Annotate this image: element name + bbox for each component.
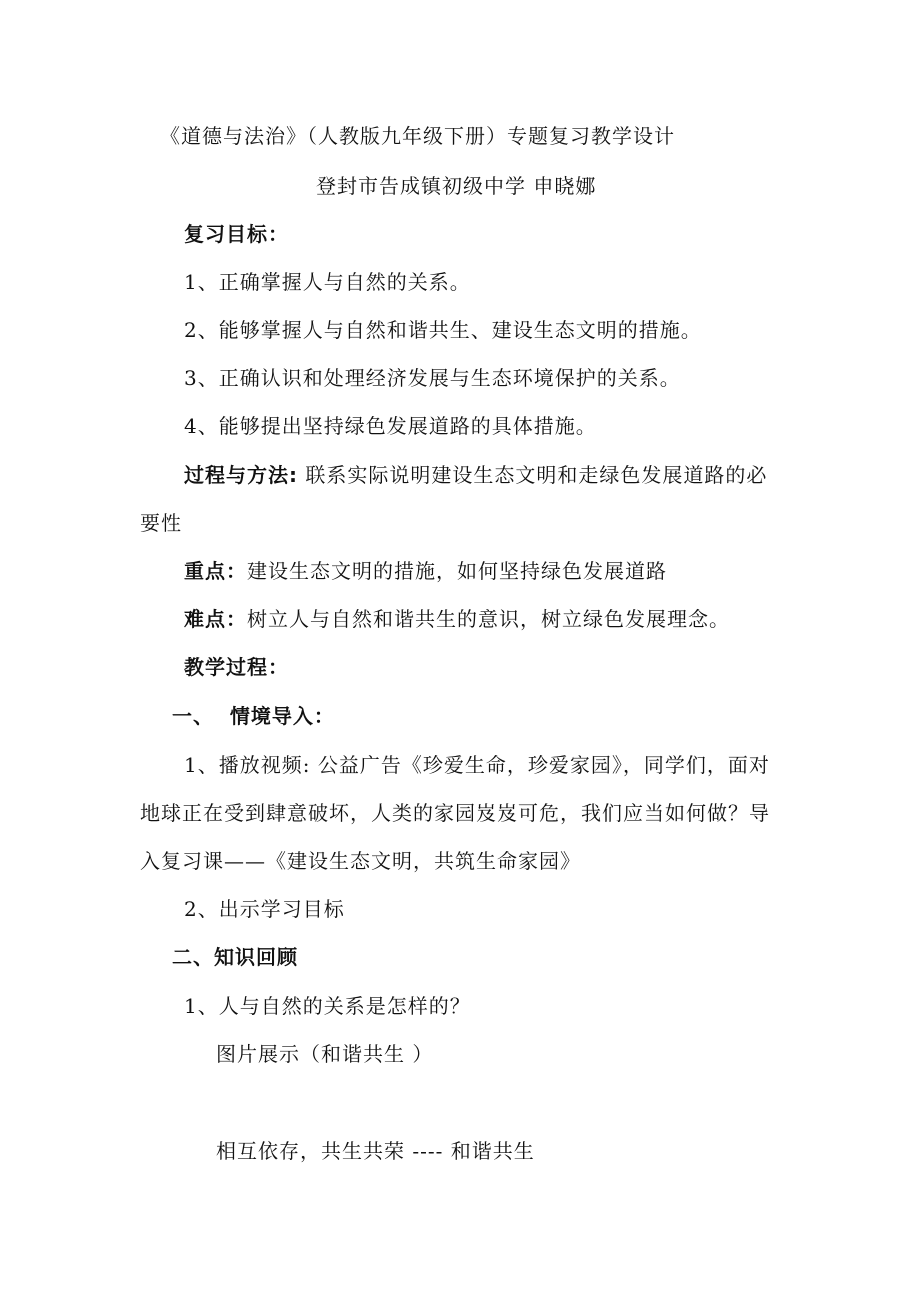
difficulty-paragraph <box>184 605 730 633</box>
section1-heading: 一、 情境导入： <box>172 704 335 728</box>
section2-conclusion: 相互依存，共生共荣 ---- 和谐共生 <box>216 1139 535 1163</box>
key-point-label: 重点： <box>184 559 247 583</box>
section2-picture-note: 图片展示（和谐共生 ） <box>216 1042 434 1066</box>
key-point-paragraph <box>184 557 667 585</box>
document-title: 《道德与法治》（人教版九年级下册）专题复习教学设计 <box>160 124 675 148</box>
section1-item1-line1: 1、播放视频: 公益广告《珍爱生命，珍爱家园》，同学们，面对 <box>184 753 770 777</box>
difficulty-label: 难点： <box>184 607 247 631</box>
objective-item: 2、能够掌握人与自然和谐共生、建设生态文明的措施。 <box>184 318 702 342</box>
difficulty-text: 树立人与自然和谐共生的意识，树立绿色发展理念。 <box>247 607 730 631</box>
process-method-paragraph <box>184 461 767 489</box>
section1-item2: 2、出示学习目标 <box>184 897 345 921</box>
process-method-label: 过程与方法: <box>184 463 298 487</box>
process-method-continuation: 要性 <box>140 511 182 535</box>
section2-heading: 二、知识回顾 <box>172 945 298 969</box>
objective-item: 3、正确认识和处理经济发展与生态环境保护的关系。 <box>184 366 681 390</box>
objective-item: 1、正确掌握人与自然的关系。 <box>184 270 471 294</box>
objectives-heading: 复习目标： <box>184 222 289 246</box>
objective-item: 4、能够提出坚持绿色发展道路的具体措施。 <box>184 414 597 438</box>
section1-item1-line2: 地球正在受到肆意破坏，人类的家园岌岌可危，我们应当如何做？导 <box>140 801 770 825</box>
section1-item1-line3: 入复习课——《建设生态文明，共筑生命家园》 <box>140 849 581 873</box>
author-line: 登封市告成镇初级中学 申晓娜 <box>316 174 597 198</box>
section2-item1: 1、人与自然的关系是怎样的？ <box>184 994 471 1018</box>
key-point-text: 建设生态文明的措施，如何坚持绿色发展道路 <box>247 559 667 583</box>
teaching-process-heading: 教学过程： <box>184 655 289 679</box>
process-method-text: 联系实际说明建设生态文明和走绿色发展道路的必 <box>298 463 768 487</box>
